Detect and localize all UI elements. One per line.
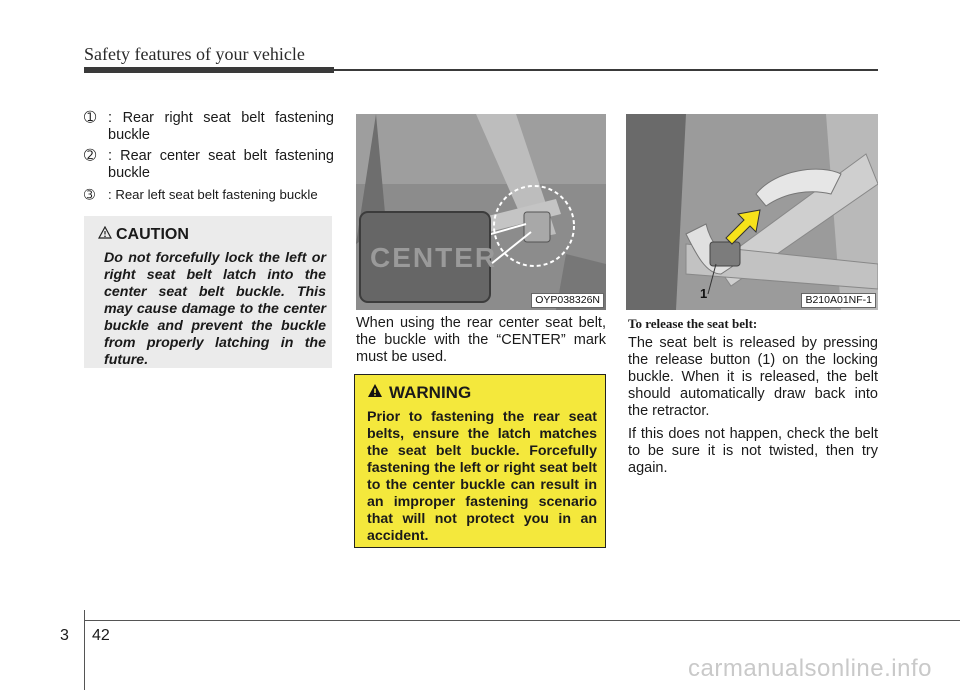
figure-center-buckle [356,114,606,310]
list-item-text: : Rear left seat belt fastening buckle [108,187,318,202]
release-section-title: To release the seat belt: [628,316,758,331]
figure-code: OYP038326N [531,293,604,308]
list-item [84,110,334,144]
center-mark-label: CENTER [370,242,498,273]
header-rule [84,69,878,71]
list-item-number: ➂ [84,187,96,202]
release-buckle-illustration [626,114,878,310]
caution-title: CAUTION [116,226,189,243]
list-item-text: : Rear center seat belt fastening buckle [108,148,334,181]
list-item [84,148,334,182]
caution-box [84,216,332,368]
release-button-callout: 1 [700,286,708,301]
list-item-number: ➁ [84,148,97,164]
warning-box [354,374,606,548]
footer-vertical-rule [84,610,85,690]
caution-body: Do not forcefully lock the left or right seat belt latch into the center seat belt buckle. This may cause damage to the center buckle and prevent the buckle from properly latching in the future. [104,250,326,368]
buckle-legend-list [84,110,334,207]
watermark-text: carmanualsonline.info [688,655,932,682]
figure-code: B210A01NF-1 [801,293,876,308]
release-paragraph-1: The seat belt is released by pressing the release button (1) on the locking buckle. When it is released, the belt should automatically draw back into the retractor. [628,335,878,419]
warning-triangle-outline-icon [98,226,116,244]
page-header-title: Safety features of your vehicle [84,44,305,64]
release-paragraph-2: If this does not happen, check the belt to be sure it is not twisted, then try again. [628,426,878,476]
list-item-number: ➀ [84,110,97,126]
center-buckle-illustration [356,114,606,310]
list-item-text: : Rear right seat belt fastening buckle [108,110,334,143]
warning-body: Prior to fastening the rear seat belts, ensure the latch matches the seat belt buckle. Forcefully fastening the left or right seat belt to the center buckle can result in an improper fastening scenario that will not protect you in an accident. [367,409,597,544]
chapter-number: 3 [60,627,69,644]
warning-triangle-filled-icon [367,383,389,403]
figure-release-buckle [626,114,878,310]
caution-heading [98,226,189,244]
warning-title: WARNING [389,383,472,402]
center-belt-paragraph: When using the rear center seat belt, the buckle with the “CENTER” mark must be used. [356,315,606,365]
warning-heading [367,383,471,403]
page-number: 42 [92,627,110,644]
list-item [84,186,334,203]
footer-rule [84,620,960,621]
